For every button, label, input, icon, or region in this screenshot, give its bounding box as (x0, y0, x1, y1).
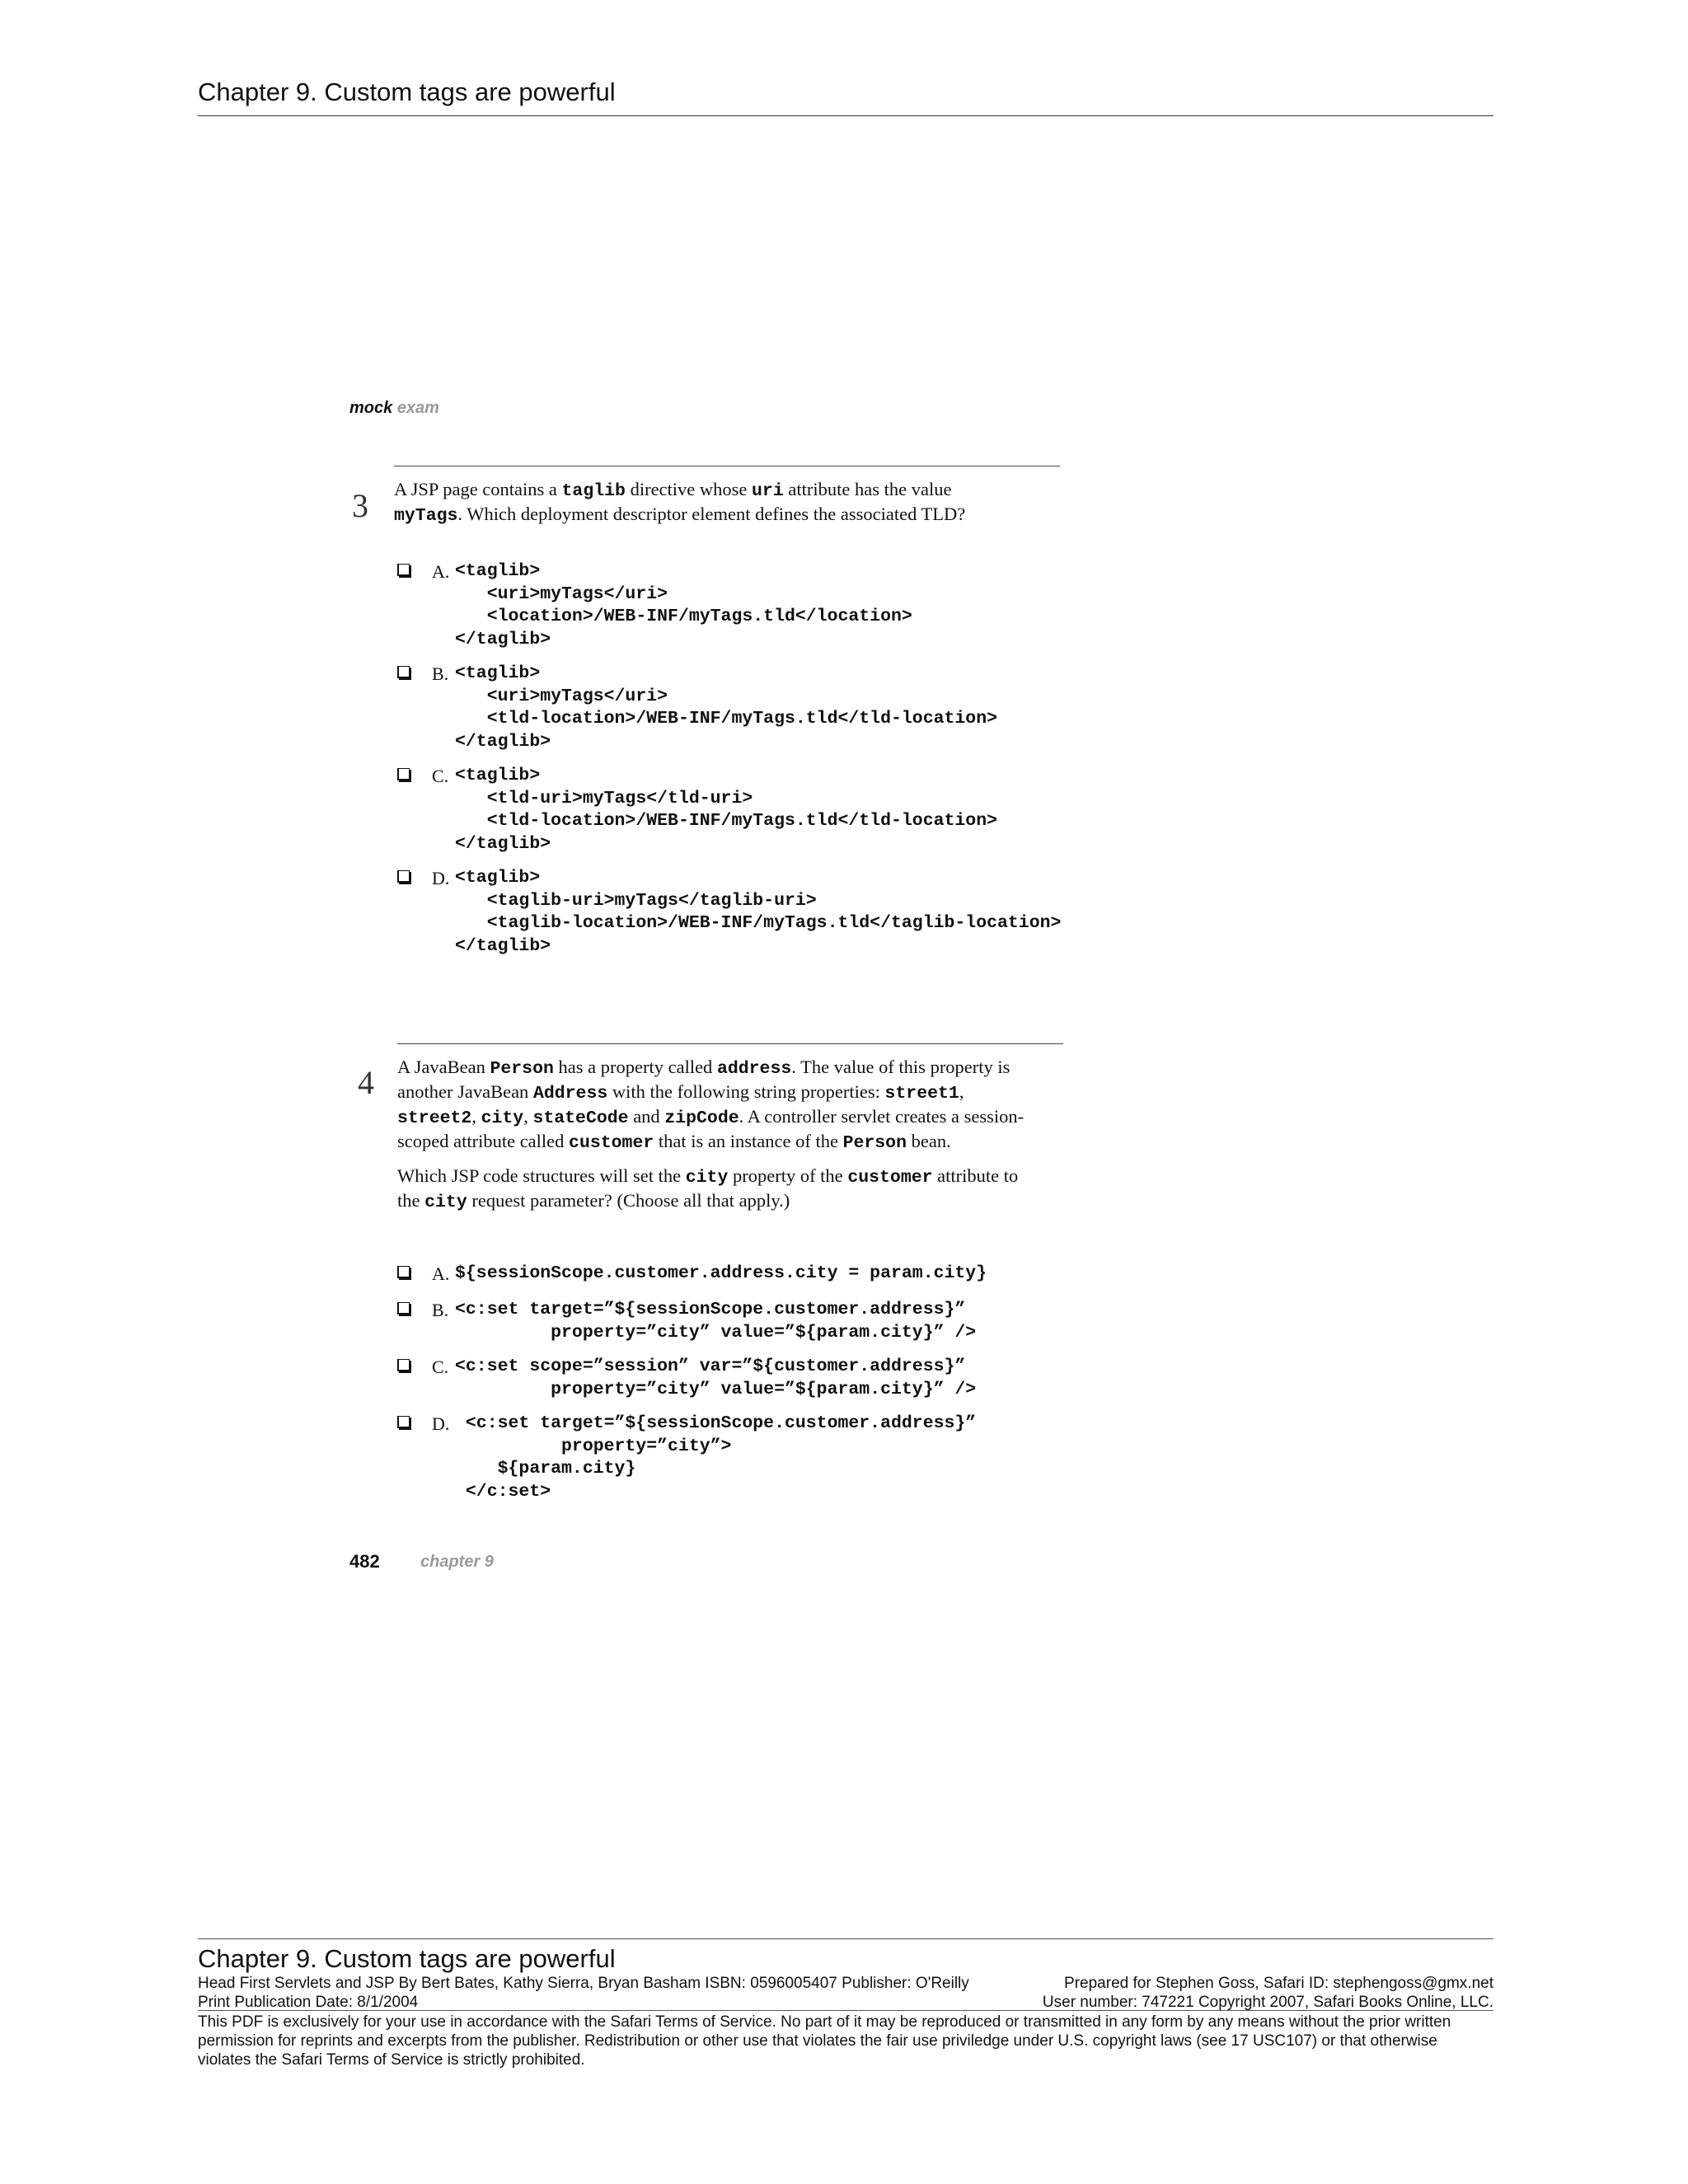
q4-number: 4 (358, 1064, 374, 1101)
q4-rule (397, 1043, 1063, 1044)
checkbox-icon[interactable] (397, 1416, 410, 1428)
book-info: Head First Servlets and JSP By Bert Bates, Kathy Sierra, Bryan Basham ISBN: 0596005407 Publisher: O'Reilly (198, 1975, 969, 1992)
section-label-bold: mock (349, 399, 393, 417)
option-code: <c:set target=”${sessionScope.customer.address}” property=”city”> ${param.city} </c:set> (465, 1413, 977, 1502)
pub-date: Print Publication Date: 8/1/2004 (198, 1994, 419, 2011)
checkbox-icon[interactable] (397, 564, 410, 576)
section-label (349, 399, 439, 418)
header-title: Chapter 9. Custom tags are powerful (198, 77, 616, 106)
header-rule (198, 115, 1493, 116)
bottom-rule (198, 1938, 1493, 1939)
option-code: ${sessionScope.customer.address.city = param.city} (455, 1263, 987, 1283)
legal-notice (198, 2013, 1493, 2069)
footer-chapter: chapter 9 (420, 1553, 494, 1571)
q4-paragraph: A JavaBean Person has a property called address. The value of this property is another JavaBean Address with the following string properties: street1, street2, city, stateCode and zipCode. A controller servlet creates a session-scoped attribute called customer that is an instance of the Person bean. (397, 1057, 1025, 1153)
option-letter: A. (432, 1263, 450, 1284)
page-footer (349, 1551, 494, 1572)
checkbox-icon[interactable] (397, 768, 410, 780)
option-code: <c:set target=”${sessionScope.customer.address}” property=”city” value=”${param.city}” /> (455, 1300, 977, 1343)
q3-text (394, 478, 996, 527)
user-number: User number: 747221 Copyright 2007, Safari Books Online, LLC. (1042, 1994, 1493, 2011)
option-letter: A. (432, 561, 450, 582)
checkbox-icon[interactable] (397, 1266, 410, 1278)
option-code: <c:set scope=”session” var=”${customer.address}” property=”city” value=”${param.city}” /> (455, 1357, 977, 1399)
section-label-light: exam (396, 399, 439, 417)
prepared-for: Prepared for Stephen Goss, Safari ID: stephengoss@gmx.net (1064, 1975, 1493, 1992)
q3-number: 3 (352, 487, 368, 524)
page-number: 482 (349, 1551, 380, 1572)
option-letter: C. (432, 766, 449, 786)
option-letter: D. (432, 1413, 450, 1434)
option-letter: B. (432, 1300, 449, 1320)
checkbox-icon[interactable] (397, 1359, 410, 1371)
checkbox-icon[interactable] (397, 666, 410, 678)
option-code: <taglib> <uri>myTags</uri> <tld-location>/WEB-INF/myTags.tld</tld-location> </taglib> (455, 663, 998, 752)
q3-paragraph: A JSP page contains a taglib directive whose uri attribute has the value myTags. Which deployment descriptor element defines the associated TLD? (394, 479, 966, 526)
option-letter: D. (432, 868, 450, 888)
option-code: <taglib> <tld-uri>myTags</tld-uri> <tld-location>/WEB-INF/myTags.tld</tld-location> </taglib> (455, 766, 998, 855)
option-letter: C. (432, 1357, 449, 1377)
running-header (198, 76, 1493, 109)
q4-instruction: Which JSP code structures will set the city property of the customer attribute to the city request parameter? (Choose all that apply.) (397, 1165, 1019, 1212)
checkbox-icon[interactable] (397, 870, 410, 883)
option-code: <taglib> <taglib-uri>myTags</taglib-uri> <taglib-location>/WEB-INF/myTags.tld</taglib-location> </taglib> (455, 868, 1062, 957)
q4-text (397, 1056, 1040, 1214)
option-code: <taglib> <uri>myTags</uri> <location>/WEB-INF/myTags.tld</location> </taglib> (455, 561, 912, 650)
pub-date-row (198, 1993, 1493, 2011)
checkbox-icon[interactable] (397, 1302, 410, 1315)
option-letter: B. (432, 663, 449, 684)
bottom-title: Chapter 9. Custom tags are powerful (198, 1944, 616, 1973)
legal-text: This PDF is exclusively for your use in accordance with the Safari Terms of Service. No part of it may be reproduced or transmitted in any form by any means without the prior written permission for reprints and excerpts from the publisher. Redistribution or other use that violates the fair use priviledge under U.S. copyright laws (see 17 USC107) or that otherwise violates the Safari Terms of Service is strictly prohibited. (198, 2013, 1451, 2069)
